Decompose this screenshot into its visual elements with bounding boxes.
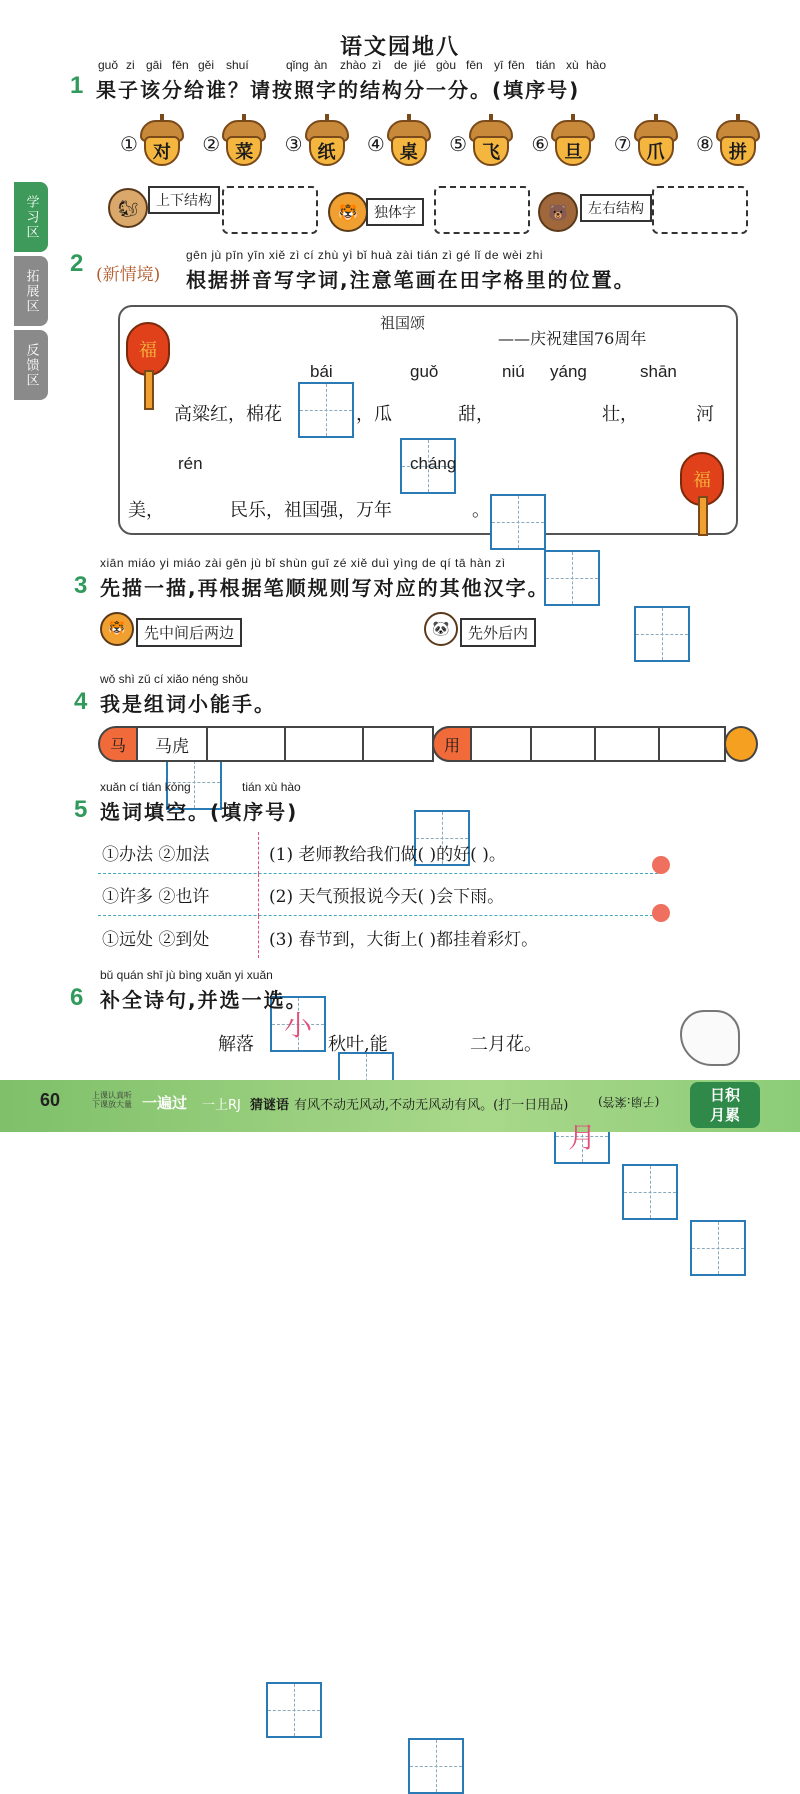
acorn-row [120, 120, 760, 168]
q5-row-2-options: ①许多 ②也许 [102, 887, 210, 907]
q6-pinyin: bǔ quán shī jù bìng xuǎn yi xuǎn [100, 968, 273, 982]
q5-row-3-options: ①远处 ②到处 [102, 929, 210, 950]
tag-left-right: 左右结构 [580, 194, 652, 222]
poem-title: 祖国颂 [380, 314, 426, 332]
tiger-icon-2: 🐯 [100, 612, 134, 646]
riddle-text: 有风不动无风动,不动无风动有风。(打一日用品) [294, 1098, 569, 1113]
side-tab-feedback[interactable]: 反馈区 [14, 330, 48, 400]
tianzige-q6-1[interactable] [266, 1682, 322, 1738]
edition: 一上RJ [202, 1098, 241, 1113]
q5-row-1 [98, 832, 658, 874]
side-tab-extend[interactable]: 拓展区 [14, 256, 48, 326]
q6-pre: 解落 [218, 1034, 254, 1055]
poem-line1-pre: 高粱红，棉花 [174, 404, 282, 425]
answer-box-left-right[interactable] [652, 186, 748, 234]
squirrel-icon: 🐿 [108, 188, 148, 228]
acorn-5: ⑤ 飞 [449, 120, 513, 168]
q5-number: 5 [74, 796, 88, 823]
q6-mid: 秋叶,能 [328, 1034, 388, 1055]
crayon-1-word: 马虎 [138, 726, 208, 762]
q5-row-1-sentence[interactable]: (1) 老师教给我们做( )的好( )。 [258, 832, 506, 874]
acorn-3: ③ 纸 [285, 120, 349, 168]
rule-middle-first: 先中间后两边 [136, 618, 242, 647]
tianzige-bai[interactable] [298, 382, 354, 438]
q6-number: 6 [70, 984, 84, 1011]
tianzige-shan[interactable] [634, 606, 690, 662]
q2-number: 2 [70, 250, 84, 277]
lantern-icon-right: 福 [680, 452, 724, 506]
pinyin-niu: niú [502, 362, 525, 381]
acorn-4: ④ 桌 [367, 120, 431, 168]
tianzige-yang[interactable] [544, 550, 600, 606]
page-title: 语文园地八 [339, 35, 460, 60]
tianzige-yue-trace[interactable]: 月 [554, 1108, 610, 1164]
acorn-1: ① 对 [120, 120, 184, 168]
daily-accumulation-badge: 日积 月累 [690, 1082, 760, 1128]
q1-number: 1 [70, 72, 84, 99]
riddle-label: 猜谜语 [250, 1098, 290, 1113]
acorn-7: ⑦ 爪 [614, 120, 678, 168]
tianzige-q3-2[interactable] [622, 1164, 678, 1220]
pinyin-guo: guǒ [410, 362, 439, 381]
riddle-answer: (子扇:案答) [598, 1095, 660, 1109]
tianzige-niu[interactable] [490, 494, 546, 550]
answer-box-single[interactable] [434, 186, 530, 234]
q6-end: 二月花。 [470, 1034, 542, 1055]
crayon-1-blank-1[interactable] [208, 726, 286, 762]
q1-text: 果子该分给谁？请按照字的结构分一分。(填序号) [96, 78, 581, 102]
q5-row-2 [98, 874, 658, 916]
answer-box-top-bottom[interactable] [222, 186, 318, 234]
lantern-icon: 福 [126, 322, 170, 376]
crayon-1-blank-2[interactable] [286, 726, 364, 762]
pinyin-chang: cháng [410, 454, 457, 473]
pinyin-shan: shān [640, 362, 677, 381]
flower-icon [652, 856, 670, 874]
crayon-2-flame-icon [724, 726, 758, 762]
q3-text: 先描一描,再根据笔顺规则写对应的其他汉字。 [100, 576, 550, 600]
q5-pinyin-2: tián xù hào [242, 780, 301, 794]
pinyin-bai: bái [310, 362, 333, 381]
flower-icon-2 [652, 904, 670, 922]
side-tab-study[interactable]: 学习区 [14, 182, 48, 252]
page-number: 60 [40, 1090, 61, 1110]
panda-icon: 🐼 [424, 612, 458, 646]
acorn-8: ⑧ 拼 [696, 120, 760, 168]
q5-row-3-sentence[interactable]: (3) 春节到，大街上( )都挂着彩灯。 [258, 916, 538, 958]
q4-number: 4 [74, 688, 88, 715]
q1-pinyin: guǒ zi gāi fēn gěi shuí qǐng àn zhào zì de jié gòu fēn yī fēn tián xù hào [98, 58, 607, 72]
q5-row-3 [98, 916, 658, 958]
q5-row-1-options: ①办法 ②加法 [102, 845, 210, 865]
brand-slogan: 上课认真听 下课放大量 [92, 1091, 132, 1109]
q3-pinyin: xiān miáo yi miáo zài gēn jù bǐ shùn guī zé xiě duì yìng de qí tā hàn zì [100, 556, 506, 570]
lantern-stick-right [698, 496, 708, 536]
q2-pinyin: gēn jù pīn yīn xiě zì cí zhù yì bǐ huà zài tián zì gé lǐ de wèi zhi [186, 248, 544, 262]
q2-text: 根据拼音写字词,注意笔画在田字格里的位置。 [186, 268, 636, 292]
crayon-2 [432, 726, 758, 762]
q4-pinyin: wǒ shì zǔ cí xiǎo néng shǒu [100, 672, 249, 686]
poem-line2-end: 。 [472, 500, 490, 521]
poem-line2-pre: 美， [128, 500, 164, 521]
q5-text: 选词填空。(填序号) [100, 800, 299, 824]
tianzige-q3-3[interactable] [690, 1220, 746, 1276]
tag-single: 独体字 [366, 198, 424, 226]
q6-text: 补全诗句,并选一选。 [100, 988, 308, 1012]
wind-spirit-icon [680, 1010, 740, 1066]
rule-outer-first: 先外后内 [460, 618, 536, 647]
tianzige-xiao-trace[interactable]: 小 [270, 996, 326, 1052]
poem-line2-mid: 民乐，祖国强，万年 [230, 500, 392, 521]
tag-top-bottom: 上下结构 [148, 186, 220, 214]
side-tabs [14, 182, 48, 404]
q2-new-tag: (新情境) [96, 265, 161, 285]
crayon-2-tip: 用 [432, 726, 472, 762]
crayon-2-blank-3[interactable] [596, 726, 660, 762]
q5-pinyin-1: xuǎn cí tián kòng [100, 780, 191, 794]
brand-name: 一遍过 [142, 1094, 188, 1112]
crayon-1-blank-3[interactable] [364, 726, 434, 762]
crayon-2-blank-2[interactable] [532, 726, 596, 762]
lantern-stick [144, 370, 154, 410]
crayon-2-blank-1[interactable] [472, 726, 532, 762]
acorn-6: ⑥ 旦 [531, 120, 595, 168]
poem-line1-c3: 壮， [602, 404, 638, 425]
pinyin-yang: yáng [550, 362, 587, 381]
q3-number: 3 [74, 572, 88, 599]
poem-line1-c4: 河 [696, 404, 714, 425]
crayon-1-tip: 马 [98, 726, 138, 762]
bear-icon: 🐻 [538, 192, 578, 232]
tiger-icon: 🐯 [328, 192, 368, 232]
poem-subtitle: ——庆祝建国76周年 [498, 329, 647, 348]
tianzige-q6-2[interactable] [408, 1738, 464, 1794]
poem-line1-c1: ，瓜 [356, 404, 392, 425]
pinyin-ren: rén [178, 454, 203, 473]
crayon-2-blank-4[interactable] [660, 726, 726, 762]
acorn-2: ② 菜 [202, 120, 266, 168]
crayon-1 [98, 726, 466, 762]
q5-row-2-sentence[interactable]: (2) 天气预报说今天( )会下雨。 [258, 874, 504, 916]
poem-line1-c2: 甜， [458, 404, 494, 425]
q4-text: 我是组词小能手。 [100, 692, 276, 716]
